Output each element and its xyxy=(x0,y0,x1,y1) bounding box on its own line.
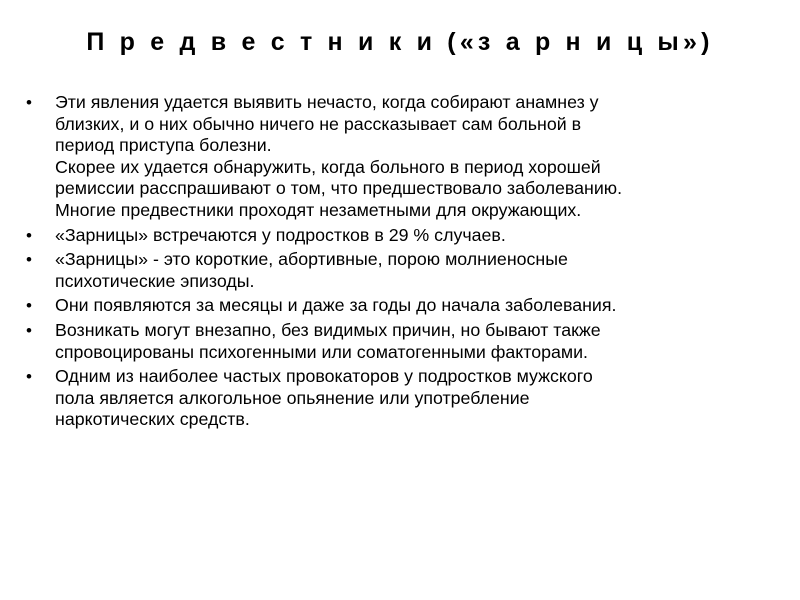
bullet-text-line: ремиссии расспрашивают о том, что предшествовало заболеванию. xyxy=(55,178,623,199)
bullet-text-line: психотические эпизоды. xyxy=(55,270,255,291)
bullet-dot-icon: • xyxy=(26,93,32,112)
bullet-dot-icon: • xyxy=(26,225,32,245)
bullet-list xyxy=(22,92,770,434)
bullet-text-line: пола является алкогольное опьянение или употребление xyxy=(55,387,530,408)
bullet-text-line: Возникать могут внезапно, без видимых причин, но бывают также xyxy=(55,319,601,340)
bullet-item xyxy=(22,92,770,222)
bullet-text-line: «Зарницы» встречаются у подростков в 29 % случаев. xyxy=(55,224,506,245)
bullet-item xyxy=(22,366,770,431)
bullet-text-line: Многие предвестники проходят незаметными для окружающих. xyxy=(55,199,582,220)
bullet-item xyxy=(22,225,770,247)
bullet-text-line: Скорее их удается обнаружить, когда больного в период хорошей xyxy=(55,156,601,177)
bullet-text-line: Одним из наиболее частых провокаторов у подростков мужского xyxy=(55,366,593,387)
bullet-dot-icon: • xyxy=(26,367,32,387)
bullet-text-line: «Зарницы» - это короткие, абортивные, порою молниеносные xyxy=(55,249,568,270)
bullet-item xyxy=(22,320,770,363)
bullet-dot-icon: • xyxy=(26,250,32,270)
bullet-text-line: наркотических средств. xyxy=(55,409,250,430)
bullet-text-line: период приступа болезни. xyxy=(55,135,272,156)
bullet-text-line: спровоцированы психогенными или соматогенными факторами. xyxy=(55,341,588,362)
bullet-item xyxy=(22,249,770,292)
bullet-item xyxy=(22,295,770,317)
bullet-dot-icon: • xyxy=(26,320,32,340)
bullet-text-line: Эти явления удается выявить нечасто, когда собирают анамнез у xyxy=(55,92,599,112)
bullet-text-line: Они появляются за месяцы и даже за годы до начала заболевания. xyxy=(55,295,617,316)
bullet-dot-icon: • xyxy=(26,296,32,316)
slide-title: П р е д в е с т н и к и («з а р н и ц ы») xyxy=(86,28,714,56)
bullet-text-line: близких, и о них обычно ничего не рассказывает сам больной в xyxy=(55,113,582,134)
